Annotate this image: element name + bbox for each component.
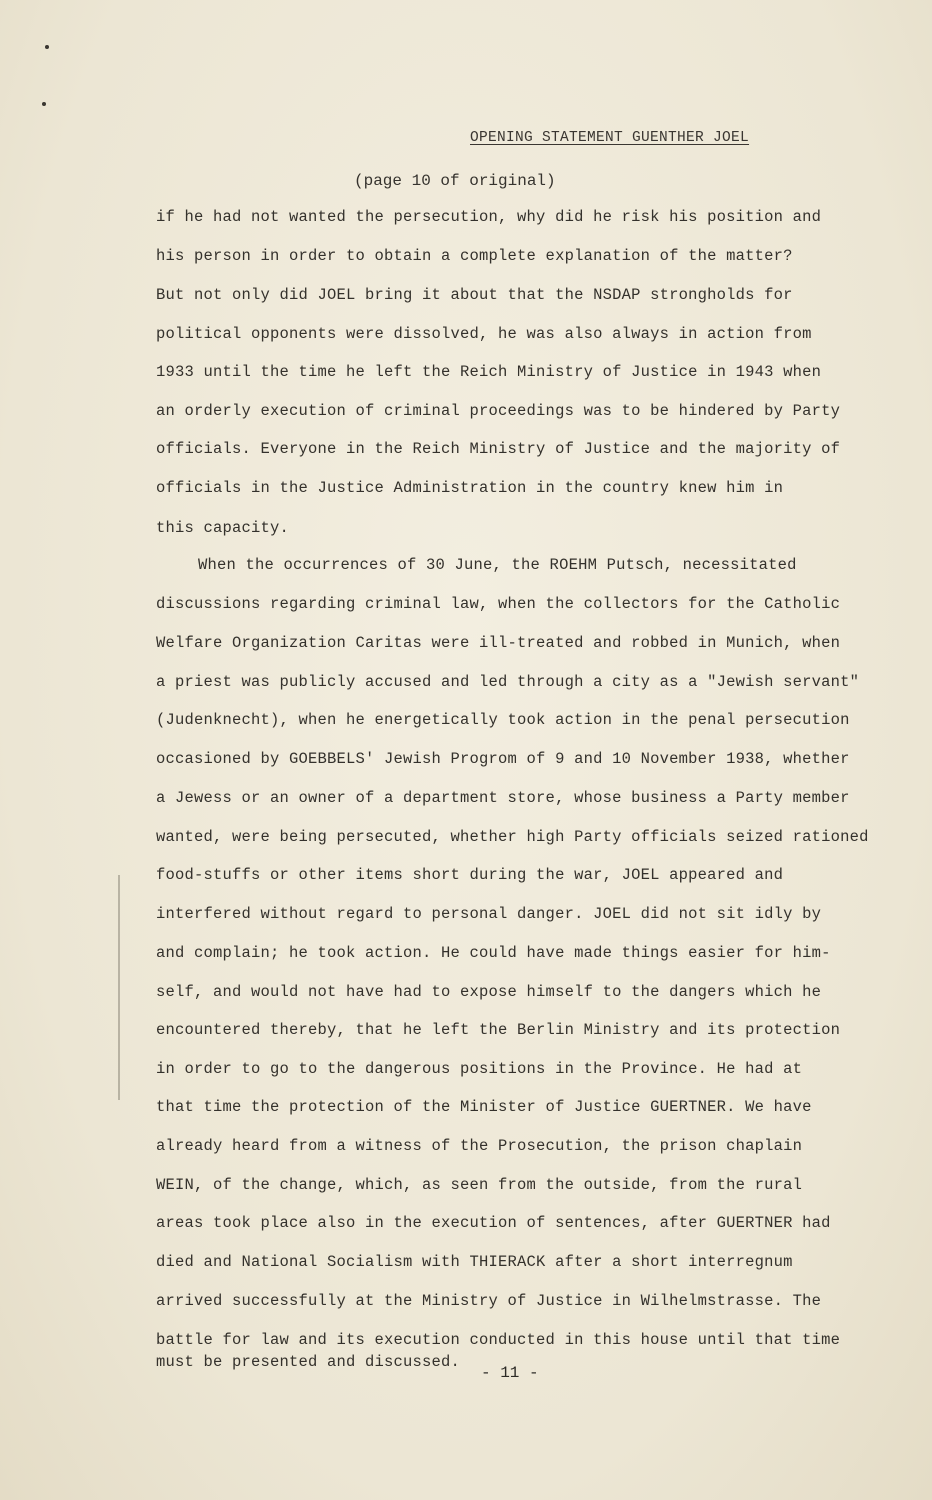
- text-line: died and National Socialism with THIERACK after a short interregnum: [156, 1253, 793, 1271]
- text-line: encountered thereby, that he left the Berlin Ministry and its protection: [156, 1021, 841, 1039]
- text-line: and complain; he took action. He could have made things easier for him-: [156, 944, 831, 962]
- text-line: political opponents were dissolved, he was also always in action from: [156, 325, 812, 343]
- text-line: occasioned by GOEBBELS' Jewish Progrom of 9 and 10 November 1938, whether: [156, 750, 850, 768]
- text-line: interfered without regard to personal danger. JOEL did not sit idly by: [156, 905, 822, 923]
- text-line: battle for law and its execution conducted in this house until that time: [156, 1331, 841, 1349]
- text-line: food-stuffs or other items short during the war, JOEL appeared and: [156, 866, 784, 884]
- text-line: his person in order to obtain a complete explanation of the matter?: [156, 247, 793, 265]
- text-line: in order to go to the dangerous positions in the Province. He had at: [156, 1060, 803, 1078]
- text-line: an orderly execution of criminal proceedings was to be hindered by Party: [156, 402, 841, 420]
- text-line: wanted, were being persecuted, whether high Party officials seized rationed: [156, 828, 869, 846]
- text-line: a Jewess or an owner of a department store, whose business a Party member: [156, 789, 850, 807]
- text-line: this capacity.: [156, 519, 290, 537]
- text-line: self, and would not have had to expose himself to the dangers which he: [156, 983, 822, 1001]
- paper-speck: [45, 45, 49, 49]
- text-line: arrived successfully at the Ministry of Justice in Wilhelmstrasse. The: [156, 1292, 822, 1310]
- text-line: WEIN, of the change, which, as seen from the outside, from the rural: [156, 1176, 803, 1194]
- text-line: discussions regarding criminal law, when the collectors for the Catholic: [156, 595, 841, 613]
- document-title: OPENING STATEMENT GUENTHER JOEL: [470, 130, 750, 146]
- text-line: if he had not wanted the persecution, why did he risk his position and: [156, 208, 822, 226]
- text-line: officials. Everyone in the Reich Ministry of Justice and the majority of: [156, 440, 841, 458]
- text-line: a priest was publicly accused and led through a city as a "Jewish servant": [156, 673, 860, 691]
- text-line: 1933 until the time he left the Reich Ministry of Justice in 1943 when: [156, 363, 822, 381]
- text-line: officials in the Justice Administration in the country knew him in: [156, 479, 784, 497]
- paragraph-first-line: When the occurrences of 30 June, the ROEHM Putsch, necessitated: [160, 556, 797, 574]
- text-line: must be presented and discussed.: [156, 1353, 461, 1371]
- margin-pencil-line: [118, 875, 120, 1100]
- paper-speck: [42, 102, 46, 106]
- text-line: (Judenknecht), when he energetically took action in the penal persecution: [156, 711, 850, 729]
- document-subtitle: (page 10 of original): [354, 172, 556, 190]
- text-line: already heard from a witness of the Prosecution, the prison chaplain: [156, 1137, 803, 1155]
- text-line: areas took place also in the execution of sentences, after GUERTNER had: [156, 1214, 831, 1232]
- text-line: But not only did JOEL bring it about that the NSDAP strongholds for: [156, 286, 793, 304]
- page-number: - 11 -: [481, 1364, 539, 1382]
- text-line: Welfare Organization Caritas were ill-treated and robbed in Munich, when: [156, 634, 841, 652]
- text-line: that time the protection of the Minister of Justice GUERTNER. We have: [156, 1098, 812, 1116]
